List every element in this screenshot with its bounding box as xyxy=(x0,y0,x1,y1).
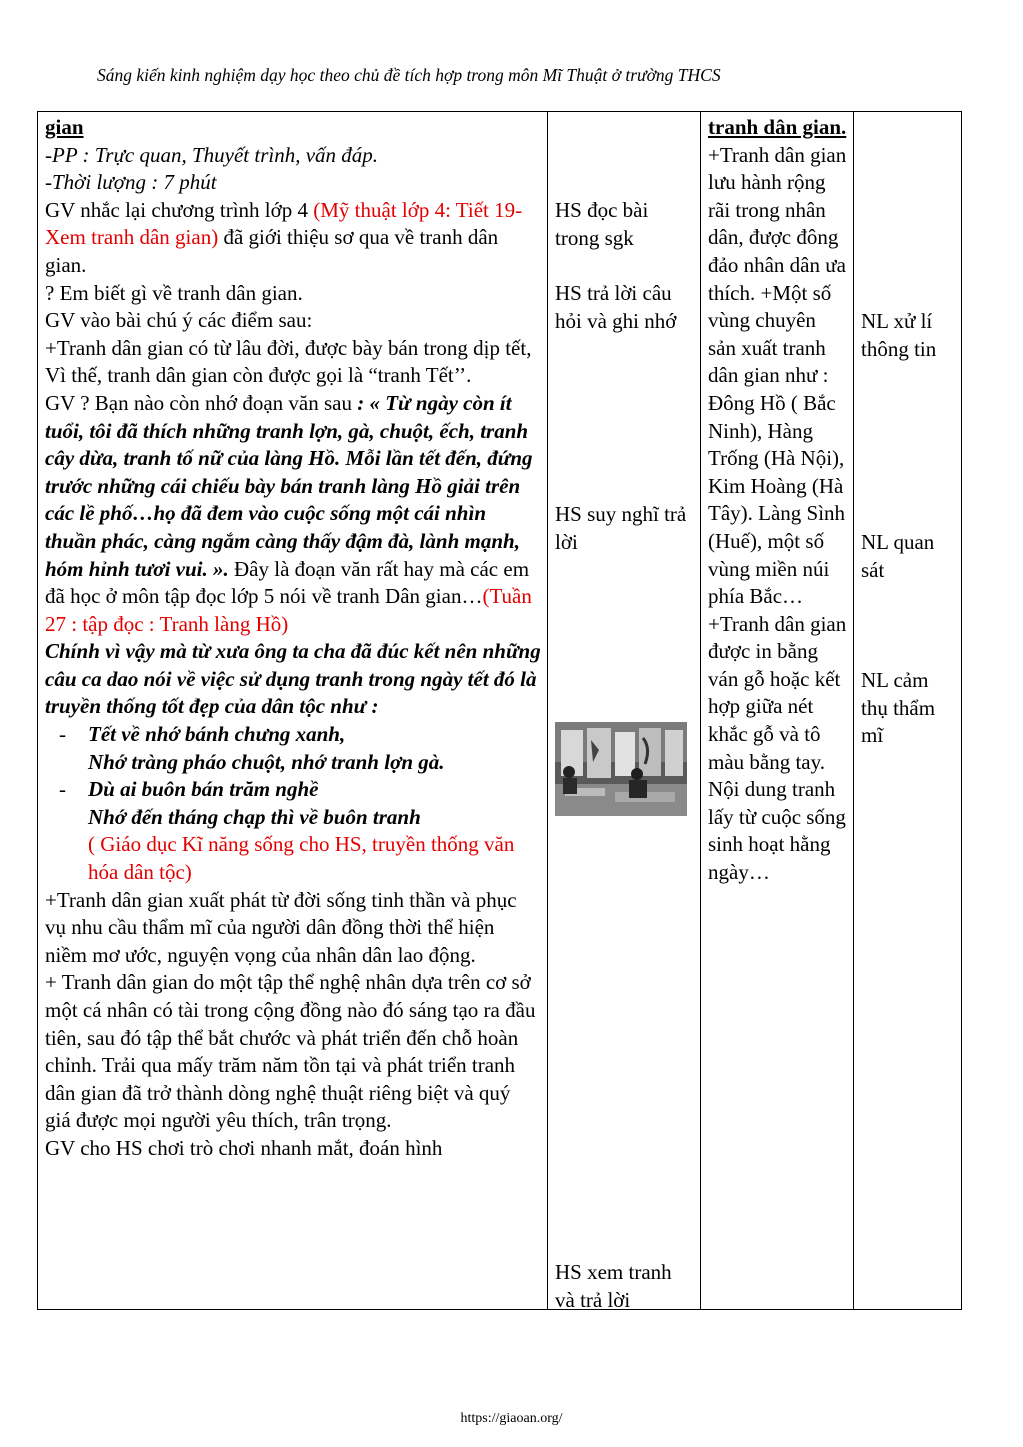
point-origin: +Tranh dân gian xuất phát từ đời sống tinh thần và phục vụ nhu cầu thẩm mĩ của người dân đồng thời thể hiện niềm mơ ước, nguyện vọng của nhân dân lao động. xyxy=(45,887,517,967)
content-title: tranh dân gian. xyxy=(708,115,847,139)
recap-paragraph: GV nhắc lại chương trình lớp 4 (Mỹ thuật lớp 4: Tiết 19- Xem tranh dân gian) đã giới thiệu sơ qua về tranh dân gian. xyxy=(45,197,523,277)
footer-url: https://giaoan.org/ xyxy=(460,1411,563,1426)
quote-paragraph: GV ? Bạn nào còn nhớ đoạn văn sau : « Từ ngày còn ít tuổi, tôi đã thích những tranh lợn, gà, chuột, ếch, tranh cây dừa, tranh tố nữ của làng Hồ. Mỗi lần tết đến, đứng trước những cái chiếu bày bán tranh làng Hồ giải trên các lề phố…họ đã đem vào cuộc sống một cái nhìn thuần phác, càng ngắm càng thấy đậm đà, lành mạnh, hóm hỉnh tươi vui. ». Đây là đoạn văn rất hay mà các em đã học ở môn tập đọc lớp 5 nói về tranh Dân gian…(Tuần 27 : tập đọc : Tranh làng Hồ) xyxy=(45,390,533,636)
competency-aesthetic: NL cảm thụ thẩm mĩ xyxy=(861,668,936,748)
intro-line: GV vào bài chú ý các điểm sau: xyxy=(45,308,313,333)
quote-text: : « Từ ngày còn ít tuổi, tôi đã thích những tranh lợn, gà, chuột, ếch, tranh cây dừa, tranh tố nữ của làng Hồ. Mỗi lần tết đến, đứng trước những cái chiếu bày bán tranh làng Hồ giải trên các lề phố…họ đã đem vào cuộc sống một cái nhìn thuần phác, càng ngắm càng thấy đậm đà, lành mạnh, hóm hỉnh tươi vui. ». xyxy=(45,390,533,581)
lesson-reference-red: (Tuần 27 : tập đọc : Tranh làng Hồ) xyxy=(45,584,532,636)
content-cell xyxy=(701,112,854,1310)
competency-info: NL xử lí thông tin xyxy=(861,309,937,361)
student-step-read: HS đọc bài trong sgk xyxy=(555,198,649,250)
student-step-think: HS suy nghĩ trả lời xyxy=(555,502,687,554)
content-body: +Tranh dân gian lưu hành rộng rãi trong nhân dân, được đông đảo nhân dân ưa thích. +Một số vùng chuyên sản xuất tranh dân gian như : Đông Hồ ( Bắc Ninh), Hàng Trống (Hà Nội), Kim Hoàng (Hà Tây). Làng Sình (Huế), một số vùng miền núi phía Bắc… +Tranh dân gian được in bằng ván gỗ hoặc kết hợp giữa nét khắc gỗ và tô màu bằng tay. Nội dung tranh lấy từ cuộc sống sinh hoạt hằng ngày… xyxy=(708,142,847,885)
student-activity-cell xyxy=(548,112,701,1310)
method-line: -PP : Trực quan, Thuyết trình, vấn đáp. xyxy=(45,142,379,167)
section-title-tail: gian xyxy=(45,115,84,139)
life-skills-note: ( Giáo dục Kĩ năng sống cho HS, truyền thống văn hóa dân tộc) xyxy=(88,832,515,885)
student-step-answer: HS trả lời câu hỏi và ghi nhớ xyxy=(555,281,677,333)
point-creation: + Tranh dân gian do một tập thể nghệ nhân dựa trên cơ sở một cá nhân có tài trong cộng đồng nào đó sáng tạo ra đầu tiên, sau đó tập thể bắt chước và phát triển đến chỗ hoàn chỉnh. Trải qua mấy trăm năm tồn tại và phát triển tranh dân gian đã trở thành dòng nghệ thuật riêng biệt và quý giá được mọi người yêu thích, trân trọng. xyxy=(45,970,536,1133)
competency-cell xyxy=(854,112,962,1310)
poem-2: - Dù ai buôn bán trăm nghề Nhớ đến tháng chạp thì về buôn tranh xyxy=(59,777,421,829)
lesson-table xyxy=(37,111,962,1310)
student-step-view: HS xem tranh và trả lời xyxy=(555,1260,672,1312)
game-line: GV cho HS chơi trò chơi nhanh mắt, đoán hình xyxy=(45,1135,443,1160)
folk-painting-photo xyxy=(555,722,687,816)
poem-1: - Tết về nhớ bánh chưng xanh, Nhớ tràng pháo chuột, nhớ tranh lợn gà. xyxy=(59,722,445,774)
document-header: Sáng kiến kinh nghiệm dạy học theo chủ đề tích hợp trong môn Mĩ Thuật ở trường THCS xyxy=(97,65,721,85)
question-line: ? Em biết gì về tranh dân gian. xyxy=(45,280,303,305)
duration-line: -Thời lượng : 7 phút xyxy=(45,170,217,195)
teacher-activity-cell xyxy=(38,112,548,1310)
folk-saying-intro: Chính vì vậy mà từ xưa ông ta cha đã đúc kết nên những câu ca dao nói về việc sử dụng tranh trong ngày tết đó là truyền thống tốt đẹp của dân tộc như : xyxy=(45,639,541,719)
competency-observe: NL quan sát xyxy=(861,530,935,582)
point-tet-paintings: +Tranh dân gian có từ lâu đời, được bày bán trong dịp tết, Vì thế, tranh dân gian còn được gọi là “tranh Tết’’. xyxy=(45,335,532,388)
reference-red: (Mỹ thuật lớp 4: Tiết 19- Xem tranh dân gian) xyxy=(45,197,523,250)
